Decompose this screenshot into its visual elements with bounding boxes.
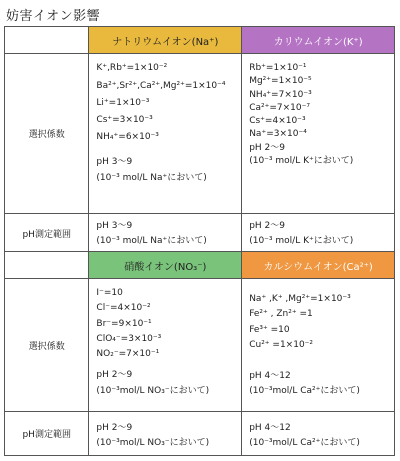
- header-sodium: ナトリウムイオン(Na⁺): [89, 27, 242, 54]
- coefficient-line: Rb⁺=1×10⁻¹: [249, 63, 307, 73]
- header-potassium: カリウムイオン(K⁺): [242, 27, 395, 54]
- coefficient-line: ClO₄⁻=3×10⁻³: [96, 333, 162, 344]
- coefficient-line: Fe³⁺ =10: [249, 324, 290, 335]
- coefficient-line: Ca²⁺=7×10⁻⁷: [249, 102, 310, 113]
- coefficient-line: Cs⁺=4×10⁻³: [249, 116, 306, 127]
- interference-table-na-k: [4, 26, 395, 254]
- coefficient-line: K⁺,Rb⁺=1×10⁻²: [96, 63, 168, 73]
- coefficient-line: Na⁺=3×10⁻⁴: [249, 129, 307, 140]
- coefficient-line: NH₄⁺=6×10⁻³: [96, 132, 159, 143]
- range-line: pH 3～9: [96, 221, 133, 231]
- ph-note: (10⁻³mol/L Ca²⁺において): [249, 386, 360, 397]
- ph-note: (10⁻³ mol/L Na⁺において): [96, 172, 207, 183]
- coefficient-line: NH₄⁺=7×10⁻³: [249, 89, 312, 100]
- interference-table-no3-ca: [4, 251, 395, 456]
- range-line: pH 2～9: [96, 423, 133, 433]
- row-label-selectivity: 選択係数: [5, 279, 89, 412]
- ph-line: pH 4～12: [249, 371, 291, 382]
- coefficient-line: Cu²⁺ =1×10⁻²: [249, 339, 314, 350]
- ph-line: pH 3～9: [96, 157, 133, 168]
- nitrate-selectivity-cell: [89, 279, 242, 412]
- corner-cell: [5, 252, 89, 279]
- corner-cell: [5, 27, 89, 54]
- coefficient-line: I⁻=10: [96, 288, 123, 298]
- range-note: (10⁻³mol/L NO₃⁻において): [96, 438, 210, 449]
- potassium-ph-range-cell: [242, 214, 395, 254]
- coefficient-line: Li⁺=1×10⁻³: [96, 97, 150, 108]
- coefficient-line: Ba²⁺,Sr²⁺,Ca²⁺,Mg²⁺=1×10⁻⁴: [96, 81, 226, 92]
- coefficient-line: Fe²⁺ , Zn²⁺ =1: [249, 309, 313, 320]
- row-label-ph-range: pH測定範囲: [5, 412, 89, 456]
- calcium-ph-range-cell: [242, 412, 395, 456]
- coefficient-line: Mg²⁺=1×10⁻⁵: [249, 76, 312, 87]
- coefficient-line: Cl⁻=4×10⁻²: [96, 303, 151, 314]
- coefficient-line: Br⁻=9×10⁻¹: [96, 318, 152, 329]
- sodium-selectivity-cell: [89, 54, 242, 214]
- range-note: (10⁻³ mol/L Na⁺において): [96, 236, 207, 247]
- nitrate-ph-range-cell: [89, 412, 242, 456]
- sodium-ph-range-cell: [89, 214, 242, 254]
- ph-line: pH 2～9: [249, 142, 285, 153]
- row-label-ph-range: pH測定範囲: [5, 214, 89, 254]
- range-line: pH 2～9: [249, 221, 285, 231]
- header-nitrate: 硝酸イオン(NO₃⁻): [89, 252, 242, 279]
- ph-note: (10⁻³mol/L NO₃⁻において): [96, 385, 210, 396]
- coefficient-line: NO₂⁻=7×10⁻¹: [96, 349, 160, 360]
- range-line: pH 4～12: [249, 423, 291, 433]
- coefficient-line: Cs⁺=3×10⁻³: [96, 114, 153, 125]
- range-note: (10⁻³ mol/L K⁺において): [249, 236, 354, 247]
- range-note: (10⁻³mol/L Ca²⁺において): [249, 438, 360, 449]
- header-calcium: カルシウムイオン(Ca²⁺): [242, 252, 395, 279]
- page-title: 妨害イオン影響: [6, 9, 101, 24]
- potassium-selectivity-cell: [242, 54, 395, 214]
- calcium-selectivity-cell: [242, 279, 395, 412]
- coefficient-line: Na⁺ ,K⁺ ,Mg²⁺=1×10⁻³: [249, 294, 351, 304]
- row-label-selectivity: 選択係数: [5, 54, 89, 214]
- ph-line: pH 2～9: [96, 370, 133, 381]
- ph-note: (10⁻³ mol/L K⁺において): [249, 156, 354, 167]
